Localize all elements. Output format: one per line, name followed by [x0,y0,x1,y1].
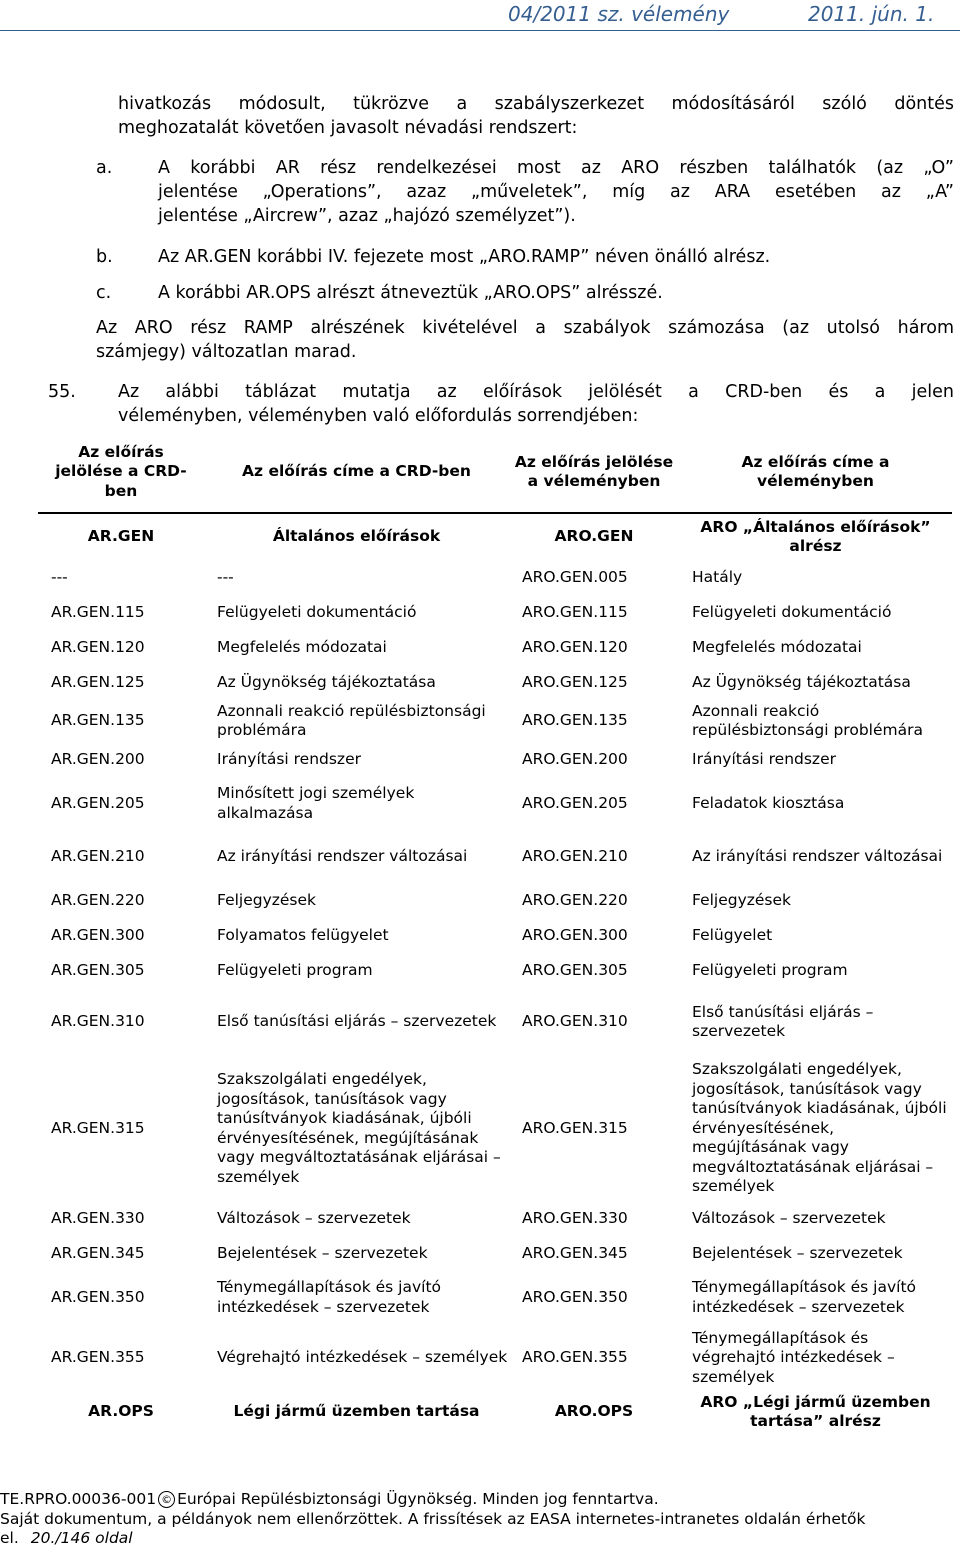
footer-copyright-line [0,1490,659,1508]
cell-opinion-title: Változások – szervezetek [692,1208,886,1227]
table-row [38,742,952,777]
cell-opinion-title: Ténymegállapítások és végrehajtó intézkedések – személyek [692,1328,895,1386]
cell-opinion-code: ARO.GEN.115 [522,602,628,621]
cell-crd-code: AR.GEN.350 [51,1287,145,1306]
cell-opinion-title: Megfelelés módozatai [692,637,862,656]
table-row [38,595,952,630]
cell-crd-code: AR.GEN.115 [51,602,145,621]
cell-opinion-code: ARO.GEN.200 [522,749,628,768]
group-crd-code: AR.OPS [88,1402,154,1421]
cell-crd-code: AR.GEN.200 [51,749,145,768]
numbering-paragraph [96,316,954,364]
cell-crd-code: AR.GEN.135 [51,711,145,730]
table-row [38,1056,952,1201]
group-crd-title: Légi jármű üzemben tartása [233,1402,480,1421]
intro-line: meghozatalát követően javasolt névadási rendszert: [118,118,578,138]
group-opinion-title: ARO „Általános előírások” alrész [700,517,931,555]
cell-crd-title: Ténymegállapítások és javító intézkedések – szervezetek [217,1278,442,1316]
cell-opinion-title: Feljegyzések [692,890,792,909]
cell-opinion-title: Felügyelet [692,925,773,944]
group-opinion-title: ARO „Légi jármű üzemben tartása” alrész [700,1392,931,1430]
intro-line: hivatkozás módosult, tükrözve a szabályszerkezet módosításáról szóló döntés [118,94,954,114]
cell-crd-code: AR.GEN.305 [51,960,145,979]
group-opinion-code: ARO.GEN [554,527,634,546]
group-crd-title: Általános előírások [272,527,441,546]
document-number: 04/2011 sz. vélemény [508,2,730,26]
table-row [38,1201,952,1236]
cell-crd-title: Felügyeleti dokumentáció [217,602,417,621]
list-marker-b: b. [96,247,113,267]
table-row [38,630,952,665]
column-header-opinion-title: Az előírás címe a véleményben [741,452,890,490]
cell-crd-title: Az Ügynökség tájékoztatása [217,672,436,691]
cell-opinion-title: Az Ügynökség tájékoztatása [692,672,911,691]
cell-crd-code: AR.GEN.330 [51,1208,145,1227]
table-row [38,988,952,1056]
intro-paragraph [118,92,954,140]
group-crd-code: AR.GEN [87,527,155,546]
table-header-row [38,432,952,513]
table-row [38,1324,952,1392]
cell-crd-code: AR.GEN.205 [51,793,145,812]
table-row [38,918,952,953]
table-row [38,665,952,700]
list-marker-c: c. [96,283,112,303]
cell-opinion-code: ARO.GEN.300 [522,925,628,944]
cell-opinion-title: Azonnali reakció repülésbiztonsági problémára [692,701,923,739]
cell-opinion-title: Bejelentések – szervezetek [692,1243,903,1262]
table-group-row-gen [38,513,952,560]
footer-notice-text: Saját dokumentum, a példányok nem ellenőrzöttek. A frissítések az EASA internetes-intranetes oldalán érhetők el. [0,1510,866,1547]
column-header-crd-title: Az előírás címe a CRD-ben [242,462,471,481]
cell-crd-code: AR.GEN.300 [51,925,145,944]
cell-opinion-code: ARO.GEN.305 [522,960,628,979]
column-header-opinion-code: Az előírás jelölése a véleményben [514,452,674,490]
cell-crd-title: --- [217,567,234,586]
paragraph-55 [118,380,954,428]
cell-crd-title: Felügyeleti program [217,960,373,979]
cell-crd-title: Azonnali reakció repülésbiztonsági problémára [217,701,486,739]
table-row [38,830,952,883]
cell-crd-title: Megfelelés módozatai [217,637,387,656]
cell-opinion-title: Első tanúsítási eljárás – szervezetek [692,1002,874,1040]
cell-opinion-code: ARO.GEN.205 [522,793,628,812]
paragraph-55-line: Az alábbi táblázat mutatja az előírások jelölését a CRD-ben és a jelen [118,382,954,402]
numbering-line: számjegy) változatlan marad. [96,342,357,362]
cell-opinion-title: Feladatok kiosztása [692,793,845,812]
column-header-crd-code: Az előírás jelölése a CRD-ben [55,442,187,500]
cell-crd-code: --- [51,567,68,586]
cell-crd-code: AR.GEN.345 [51,1243,145,1262]
cell-opinion-title: Felügyeleti program [692,960,848,979]
copyright-icon: © [158,1491,175,1508]
cell-crd-code: AR.GEN.125 [51,672,145,691]
cell-opinion-code: ARO.GEN.310 [522,1012,628,1031]
correspondence-table [38,432,952,1432]
list-item-b: Az AR.GEN korábbi IV. fejezete most „ARO.RAMP” néven önálló alrész. [158,247,771,267]
paragraph-55-line: véleményben, véleményben való előfordulás sorrendjében: [118,406,639,426]
document-date: 2011. jún. 1. [808,2,935,26]
cell-opinion-code: ARO.GEN.220 [522,890,628,909]
group-opinion-code: ARO.OPS [554,1402,634,1421]
cell-crd-title: Végrehajtó intézkedések – személyek [217,1348,508,1367]
cell-crd-title: Folyamatos felügyelet [217,925,389,944]
list-item-a-line: jelentése „Operations”, azaz „műveletek”, míg az ARA esetében az „A” [158,182,954,202]
cell-opinion-code: ARO.GEN.120 [522,637,628,656]
numbering-line: Az ARO rész RAMP alrészének kivételével a szabályok számozása (az utolsó három [96,318,954,338]
cell-crd-title: Első tanúsítási eljárás – szervezetek [217,1012,497,1031]
cell-crd-title: Szakszolgálati engedélyek, jogosítások, tanúsítások vagy tanúsítványok kiadásának, újbóli érvényesítésének, megújításának vagy megváltoztatásának eljárásai – személyek [217,1070,501,1186]
cell-opinion-title: Ténymegállapítások és javító intézkedések – szervezetek [692,1278,917,1316]
cell-crd-code: AR.GEN.120 [51,637,145,656]
cell-opinion-title: Szakszolgálati engedélyek, jogosítások, tanúsítások vagy tanúsítványok kiadásának, újbóli érvényesítésének, megújításának vagy megváltoztatásának eljárásai – személyek [692,1060,947,1196]
table-row [38,700,952,742]
paragraph-number-55: 55. [48,382,76,402]
cell-crd-code: AR.GEN.315 [51,1118,145,1137]
list-item-a-line: A korábbi AR rész rendelkezései most az ARO részben találhatók (az „O” [158,158,954,178]
table-row [38,1236,952,1271]
table-row [38,1271,952,1324]
cell-crd-code: AR.GEN.210 [51,846,145,865]
cell-opinion-code: ARO.GEN.350 [522,1287,628,1306]
cell-crd-code: AR.GEN.310 [51,1012,145,1031]
cell-crd-title: Irányítási rendszer [217,749,361,768]
cell-opinion-title: Az irányítási rendszer változásai [692,846,943,865]
header-rule [0,30,960,31]
cell-opinion-title: Irányítási rendszer [692,749,836,768]
list-item-a-line: jelentése „Aircrew”, azaz „hajózó személyzet”). [158,206,576,226]
table-row [38,777,952,830]
cell-crd-code: AR.GEN.220 [51,890,145,909]
table-row [38,560,952,595]
cell-opinion-code: ARO.GEN.210 [522,846,628,865]
cell-opinion-code: ARO.GEN.135 [522,711,628,730]
cell-crd-title: Változások – szervezetek [217,1208,411,1227]
table-group-row-ops [38,1392,952,1432]
cell-opinion-code: ARO.GEN.345 [522,1243,628,1262]
cell-opinion-title: Hatály [692,567,743,586]
table-row [38,953,952,988]
page-number: 20./146 oldal [30,1529,133,1547]
cell-opinion-code: ARO.GEN.125 [522,672,628,691]
cell-crd-title: Minősített jogi személyek alkalmazása [217,784,415,822]
cell-crd-code: AR.GEN.355 [51,1348,145,1367]
cell-opinion-code: ARO.GEN.315 [522,1118,628,1137]
cell-crd-title: Feljegyzések [217,890,317,909]
table-row [38,883,952,918]
cell-opinion-code: ARO.GEN.355 [522,1348,628,1367]
cell-crd-title: Az irányítási rendszer változásai [217,846,468,865]
list-marker-a: a. [96,158,113,178]
cell-crd-title: Bejelentések – szervezetek [217,1243,428,1262]
cell-opinion-code: ARO.GEN.005 [522,567,628,586]
footer-notice [0,1510,960,1548]
cell-opinion-title: Felügyeleti dokumentáció [692,602,892,621]
page-header [0,0,960,28]
list-item-a [158,156,954,228]
footer-doc-id: TE.RPRO.00036-001 [0,1490,157,1508]
cell-opinion-code: ARO.GEN.330 [522,1208,628,1227]
footer-copyright-text: Európai Repülésbiztonsági Ügynökség. Minden jog fenntartva. [177,1490,659,1508]
list-item-c: A korábbi AR.OPS alrészt átneveztük „ARO.OPS” alrésszé. [158,283,663,303]
